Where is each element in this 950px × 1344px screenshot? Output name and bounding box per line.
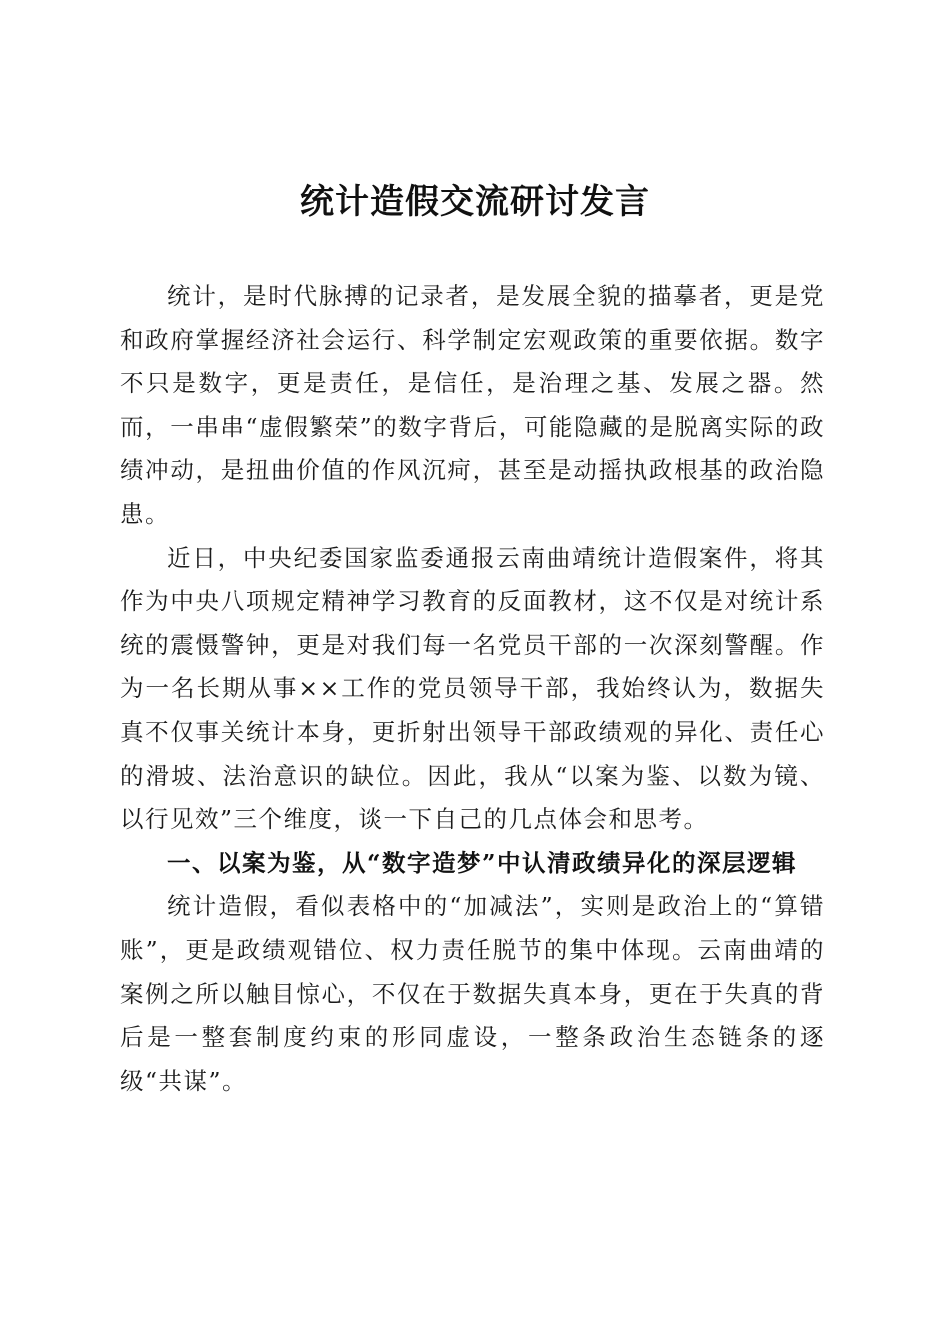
intro-paragraph-2: 近日，中央纪委国家监委通报云南曲靖统计造假案件，将其作为中央八项规定精神学习教育的反面教材，这不仅是对统计系统的震慑警钟，更是对我们每一名党员干部的一次深刻警醒。作为一名长期从事××工作的党员领导干部，我始终认为，数据失真不仅事关统计本身，更折射出领导干部政绩观的异化、责任心的滑坡、法治意识的缺位。因此，我从“以案为鉴、以数为镜、以行见效”三个维度，谈一下自己的几点体会和思考。: [120, 543, 825, 834]
section-1-paragraph-1: 统计造假，看似表格中的“加减法”，实则是政治上的“算错账”，更是政绩观错位、权力责任脱节的集中体现。云南曲靖的案例之所以触目惊心，不仅在于数据失真本身，更在于失真的背后是一整套制度约束的形同虚设，一整条政治生态链条的逐级“共谋”。: [120, 892, 825, 1095]
document-title: 统计造假交流研讨发言: [300, 182, 650, 222]
intro-paragraph-1: 统计，是时代脉搏的记录者，是发展全貌的描摹者，更是党和政府掌握经济社会运行、科学制定宏观政策的重要依据。数字不只是数字，更是责任，是信任，是治理之基、发展之器。然而，一串串“虚假繁荣”的数字背后，可能隐藏的是脱离实际的政绩冲动，是扭曲价值的作风沉疴，甚至是动摇执政根基的政治隐患。: [120, 282, 825, 528]
document-body: [120, 275, 825, 1103]
section-1-heading: 一、以案为鉴，从“数字造梦”中认清政绩异化的深层逻辑: [167, 848, 798, 877]
